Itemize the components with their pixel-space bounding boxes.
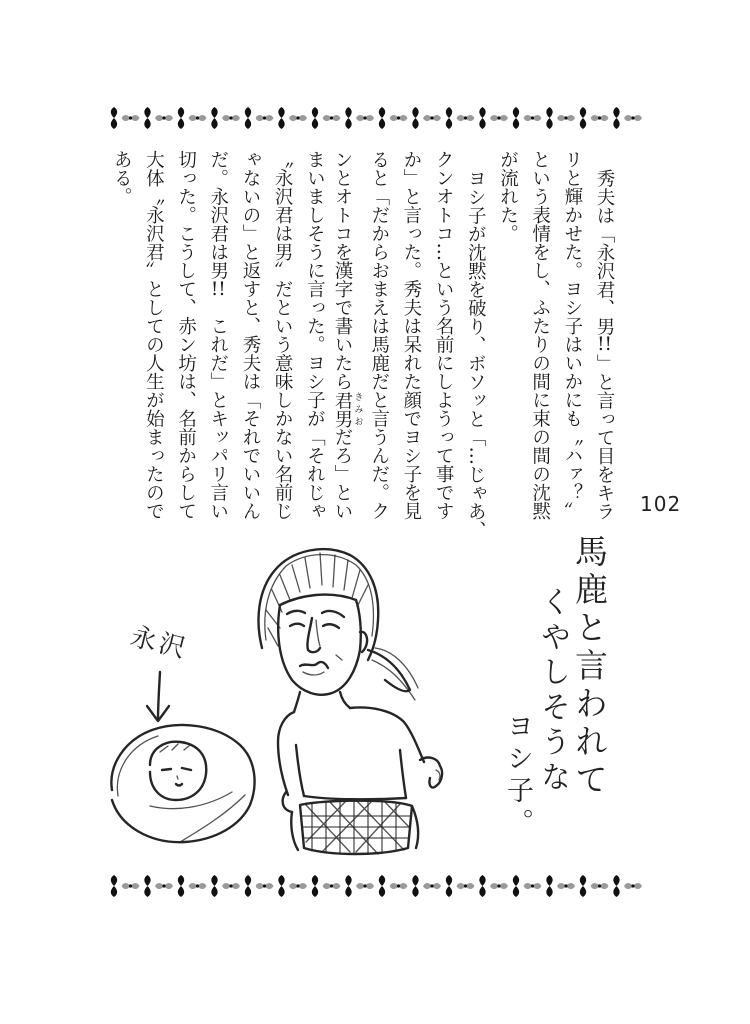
- page-number: 102: [640, 492, 682, 516]
- text-segment: これだ」とキッパリ言い: [207, 316, 229, 520]
- text-column-02: リと輝かせた。ヨシ子はいかにも〝ハァ？〟: [561, 150, 583, 520]
- text-segment-tcy: !!: [597, 335, 612, 354]
- text-column-08: ると「だからおまえは馬鹿だと言うんだ。ク: [368, 150, 390, 520]
- text-column-06: クンオトコ…という名前にしようって事です: [433, 150, 455, 520]
- text-column-10: まいましそうに言った。ヨシ子が「それじゃ: [304, 150, 326, 520]
- text-column-05: ヨシ子が沈黙を破り、ボソッと「…じゃあ、: [465, 168, 487, 539]
- illustration-caption-line-3: ヨシ子。: [502, 712, 533, 840]
- furigana-ruby: [332, 390, 363, 428]
- text-column-11: 〝永沢君は男〟だという意味しかない名前じ: [272, 150, 294, 520]
- text-column-16: ある。: [111, 150, 133, 206]
- text-segment: ンとオトコを漢字で書いたら: [332, 150, 353, 391]
- text-column-07: か」と言った。秀夫は呆れた顔でヨシ子を見: [400, 150, 422, 520]
- ornament-border-top-icon: [106, 106, 642, 130]
- woman-sketch: [258, 549, 442, 854]
- illustration-caption-line-2: くやしそうな: [535, 586, 570, 796]
- text-segment: 」と言って目をキラ: [594, 353, 615, 520]
- ruby-base: 君男: [332, 390, 353, 428]
- text-segment-tcy: !!: [210, 279, 226, 298]
- text-segment: だ。永沢君は男: [207, 150, 229, 280]
- arrow-down-icon: [147, 672, 169, 721]
- body-text: [104, 150, 620, 539]
- text-segment: 秀夫は「永沢君、男: [594, 168, 615, 335]
- text-column-09: [330, 150, 362, 522]
- text-column-03: という表情をし、ふたりの間に束の間の沈黙: [529, 150, 551, 520]
- illustration-caption-line-1: 馬鹿と言われて: [570, 534, 609, 800]
- text-column-14: 切った。こうして、赤ン坊は、名前からして: [175, 150, 197, 520]
- text-segment: だろ」とい: [332, 427, 353, 520]
- illustration-label-nagasawa: 永沢: [127, 621, 191, 665]
- text-column-01: [588, 150, 620, 522]
- ornament-border-bottom-icon: [106, 874, 642, 898]
- ruby-reading: きみお: [352, 390, 363, 428]
- text-column-15: 大体〝永沢君〟としての人生が始まったので: [143, 150, 165, 520]
- baby-sketch: [111, 725, 254, 842]
- text-column-13: [202, 150, 234, 522]
- text-column-12: ゃないの」と返すと、秀夫は「それでいいん: [239, 150, 261, 520]
- text-column-04: が流れた。: [497, 150, 519, 243]
